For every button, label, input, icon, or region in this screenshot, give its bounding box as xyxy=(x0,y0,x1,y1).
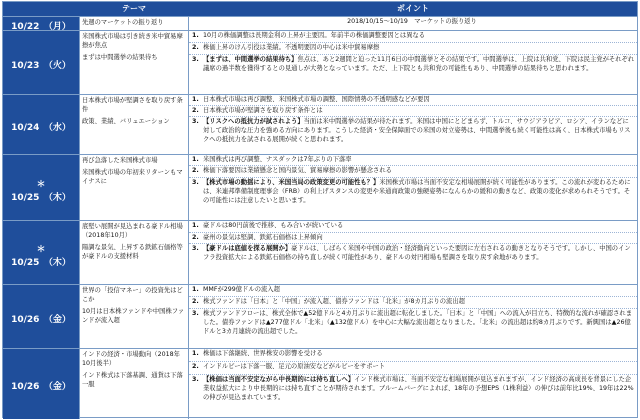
point-item xyxy=(189,244,637,282)
point-number: 3. xyxy=(192,56,199,63)
point-heading: 【株価は当面不安定ながら中長期的には持ち直しへ】 xyxy=(203,376,355,383)
point-item xyxy=(189,297,637,309)
point-text: MMFが299億ドルの流入超 xyxy=(203,286,280,293)
date-label: 10/25 （木） xyxy=(11,258,71,268)
point-item xyxy=(189,309,637,347)
table-row xyxy=(3,16,637,30)
points-cell xyxy=(189,31,637,94)
theme-text: まずは中間選挙の結果待ち xyxy=(82,54,158,61)
date-cell xyxy=(3,285,79,348)
theme-text: 先週のマーケットの振り返り xyxy=(82,19,164,26)
date-label: 10/26 （金） xyxy=(11,382,71,392)
market-report-table xyxy=(2,1,638,418)
point-number: 1. xyxy=(192,222,199,229)
point-item xyxy=(189,221,637,233)
point-heading: 【豪ドルは底値を探る展開か】 xyxy=(203,245,292,252)
point-item xyxy=(189,55,637,93)
header-points: ポイント xyxy=(397,4,429,13)
header-theme: テーマ xyxy=(122,4,146,13)
theme-text: 政策、業績、バリュエーション xyxy=(82,118,170,125)
point-heading: 【まずは、中間選挙の結果待ち】 xyxy=(203,56,298,63)
point-item xyxy=(189,178,637,218)
point-number: 1. xyxy=(192,156,199,163)
point-text: インド株式市場は、当面不安定な相場展開が見込まれますが、インド経済の高成長を背景にした企業収益拡大により中長期的には持ち直すことが期待されます。ブルームバーグによれば、18年の予想EPS（1株利益）の伸びは前年比19%、19年は22%の伸びが見込まれています。 xyxy=(203,376,634,401)
point-text: 日本株式市場は再び調整、米国株式市場の調整、国際情勢の不透明感などが要因 xyxy=(203,96,430,103)
theme-cell xyxy=(79,221,189,284)
theme-cell xyxy=(79,285,189,348)
point-number: 1. xyxy=(192,350,199,357)
new-marker: ＊ xyxy=(36,180,46,190)
date-cell xyxy=(3,95,79,154)
theme-cell xyxy=(79,349,189,419)
point-number: 3. xyxy=(192,310,199,317)
table-row xyxy=(3,154,637,220)
table-row xyxy=(3,220,637,284)
point-number: 2. xyxy=(192,234,199,241)
date-label: 10/22 （月） xyxy=(11,21,71,32)
date-cell xyxy=(3,155,79,220)
new-marker: ＊ xyxy=(36,245,46,255)
point-text: 米国株式市場は当面不安定な相場展開が続く可能性があります。この流れが変わるためには、米連邦準備制度理事会（FRB）の利上げスタンスの変更や米通商政策の強硬姿勢になんらかの緩和の動きなど、政策の変化が求められそうです。その可能性には注意したいと思います。 xyxy=(203,179,631,204)
point-item xyxy=(189,375,637,419)
table-row xyxy=(3,284,637,348)
theme-text: 陽調な景気、上昇する鉄鉱石価格等が豪ドルの支援材料 xyxy=(82,244,183,260)
point-text: 焦点は、あと2週間と迫った11月6日の中間選挙とその結果です。中間選挙は、上院は共和党、下院は民主党がそれぞれ議席の過半数を獲得するとの見通しが大勢となっています。ただ、上下院とも共和党の可能性もあり、中間選挙の結果待ちと思われます。 xyxy=(203,56,635,72)
theme-text: インド株式は下落基調、通貨は下落一服 xyxy=(82,372,183,388)
date-cell xyxy=(3,17,79,30)
point-text: 2018/10/15～10/19 マーケットの振り返り xyxy=(347,18,477,25)
point-number: 2. xyxy=(192,107,199,114)
date-label: 10/26 （金） xyxy=(11,314,71,325)
point-item xyxy=(189,166,637,178)
point-item xyxy=(189,155,637,166)
point-text: 株式ファンドフローは、株式全体で▲52億ドルと4カ月ぶりに流出超に転化しました。「日本」と「中国」への流入が目立ち、特徴的な流れが確認されました。債券ファンドは▲277億ドル「北米」（▲132億ドル）を中心に大幅な流出超となりました。「北米」の流出超は約8カ月ぶりです。新興国は▲26億ドルと3カ月連続の流出超でした。 xyxy=(203,310,632,335)
point-text: 日本株式市場が堅調さを取り戻す条件とは xyxy=(203,107,323,114)
theme-text: インドの経済・市場動向（2018年10月後半） xyxy=(82,351,180,367)
theme-text: 米国株式市場の年初来リターンもマイナスに xyxy=(82,169,183,185)
point-number: 2. xyxy=(192,298,199,305)
point-text: 株価上昇のけん引役は業績。不透明要因の中心は米中貿易摩擦 xyxy=(203,44,380,51)
point-text: インドルピーは下落一服、足元の原油安などがルピーをサポート xyxy=(203,363,386,370)
table-header xyxy=(3,2,637,16)
theme-text: 日本株式市場が堅調さを取り戻す条件 xyxy=(82,97,183,113)
point-number: 2. xyxy=(192,363,199,370)
theme-text: 再び急落した米国株式市場 xyxy=(82,157,158,164)
point-number: 2. xyxy=(192,167,199,174)
point-text: 豪ドルは80円前後で推移、もみ合いが続いている xyxy=(203,222,344,229)
theme-text: 米国株式市場は引き続き米中貿易摩擦が焦点 xyxy=(82,33,183,49)
points-cell xyxy=(189,17,637,30)
points-cell xyxy=(189,221,637,284)
point-item xyxy=(189,17,637,30)
point-heading: 【株式市場の動揺により、米国当局の政策変更の可能性も？】 xyxy=(203,179,380,186)
point-item xyxy=(189,285,637,297)
point-heading: 【リスクへの抵抗力が試されよう】 xyxy=(203,118,304,125)
point-item xyxy=(189,349,637,362)
point-item xyxy=(189,106,637,117)
points-cell xyxy=(189,285,637,348)
point-text: 10月の株価調整は長期金利の上昇が主要因。年前半の株価調整要因とは異なる xyxy=(203,32,426,39)
points-cell xyxy=(189,349,637,419)
theme-cell xyxy=(79,17,189,30)
points-cell xyxy=(189,155,637,220)
point-number: 1. xyxy=(192,286,199,293)
point-number: 3. xyxy=(192,245,199,252)
point-number: 1. xyxy=(192,96,199,103)
point-item xyxy=(189,95,637,106)
theme-cell xyxy=(79,95,189,154)
point-item xyxy=(189,117,637,153)
point-text: 豪州の景気は堅調、鉄鉱石価格は上昇傾向 xyxy=(203,234,323,241)
date-label: 10/25 （木） xyxy=(11,193,71,203)
table-row xyxy=(3,30,637,94)
theme-text: 底堅い展開が見込まれる豪ドル相場（2018年10月） xyxy=(82,223,183,239)
point-text: 株価は下落継続、世界株安の影響を受ける xyxy=(203,350,323,357)
date-cell xyxy=(3,349,79,419)
point-number: 1. xyxy=(192,32,199,39)
date-cell xyxy=(3,221,79,284)
date-label: 10/23 （火） xyxy=(11,60,71,71)
date-cell xyxy=(3,31,79,94)
table-row xyxy=(3,94,637,154)
point-text: 豪ドルは、しばらく米国や中国の政治・経済動向といった要因に左右されるの動きとなりそうです。しかし、中国のインフラ投資拡大による鉄鉱石価格の持ち直しが続く可能性があり、豪ドルの対円相場も堅調さを取り戻す余地があります。 xyxy=(203,245,631,261)
point-item xyxy=(189,233,637,244)
point-number: 3. xyxy=(192,179,199,186)
point-text: 米国株式は再び調整、ナスダックは7年ぶりの下落率 xyxy=(203,156,352,163)
table-row xyxy=(3,348,637,419)
theme-cell xyxy=(79,155,189,220)
point-text: 株価下落要因は業績懸念と国内景気、貿易摩擦の影響が懸念される xyxy=(203,167,392,174)
points-cell xyxy=(189,95,637,154)
date-label: 10/24 （水） xyxy=(11,122,71,133)
point-text: 当面は米中間選挙の結果が待たれます。米国は中国にとどまらず、トルコ、サウジアラビア、ロシア、イランなどに対して政治的な圧力を強める方向にあります。こうした経済・安全保障面での米国の対立姿勢は、中間選挙後も続く可能性は高く、日本株式市場もリスクへの抵抗力を試される展開が続くと思われます。 xyxy=(203,118,631,143)
theme-text: 世界の「投信マネー」の投資先はどこか xyxy=(82,287,183,303)
theme-text: 10月は日本株ファンドや中国株ファンドが流入超 xyxy=(82,308,185,324)
point-text: 株式ファンドは「日本」と「中国」が流入超、債券ファンドは「北米」が8カ月ぶりの流出超 xyxy=(203,298,465,305)
point-number: 3. xyxy=(192,118,199,125)
theme-cell xyxy=(79,31,189,94)
point-number: 2. xyxy=(192,44,199,51)
point-number: 3. xyxy=(192,376,199,383)
point-item xyxy=(189,31,637,43)
point-item xyxy=(189,362,637,375)
point-item xyxy=(189,43,637,55)
